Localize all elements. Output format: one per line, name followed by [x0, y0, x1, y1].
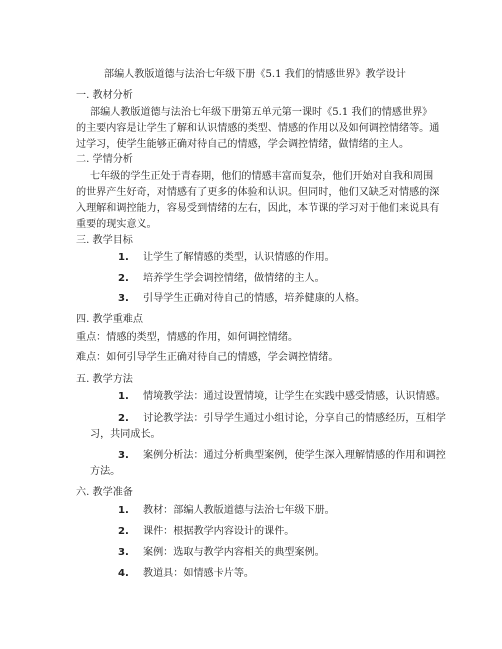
list-item: 引导学生正确对待自己的情感，培养健康的人格。	[143, 293, 366, 304]
document-title: 部编人教版道德与法治七年级下册《5.1 我们的情感世界》教学设计	[104, 69, 406, 80]
list-item-continuation: 方法。	[90, 466, 121, 477]
paragraph-line: 重点：情感的类型，情感的作用，如何调控情绪。	[76, 332, 299, 343]
paragraph-line: 部编人教版道德与法治七年级下册第五单元第一课时《5.1 我们的情感世界》	[90, 107, 433, 118]
list-item: 讨论教学法：引导学生通过小组讨论，分享自己的情感经历，互相学	[143, 413, 446, 424]
list-number: 1.	[118, 252, 129, 263]
section-heading-materials: 一. 教材分析	[76, 90, 133, 101]
list-number: 1.	[118, 391, 129, 402]
section-heading-methods: 五. 教学方法	[76, 374, 133, 385]
section-heading-preparation: 六. 教学准备	[76, 487, 133, 498]
paragraph-line: 过学习，使学生能够正确对待自己的情感，学会调控情绪，做情绪的主人。	[76, 139, 410, 150]
list-item: 情境教学法：通过设置情境，让学生在实践中感受情感，认识情感。	[143, 391, 446, 402]
list-number: 2.	[118, 273, 129, 284]
paragraph-line: 重要的现实意义。	[76, 219, 157, 230]
list-item-continuation: 习，共同成长。	[90, 429, 161, 440]
list-number: 3.	[118, 450, 129, 461]
list-item: 案例分析法：通过分析典型案例，使学生深入理解情感的作用和调控	[143, 450, 446, 461]
section-heading-objectives: 三. 教学目标	[76, 235, 133, 246]
paragraph-line: 入理解和调控能力，容易受到情绪的左右，因此，本节课的学习对于他们来说具有	[76, 203, 440, 214]
section-heading-students: 二. 学情分析	[76, 154, 133, 165]
list-number: 1.	[118, 505, 129, 516]
list-number: 4.	[118, 568, 129, 579]
list-number: 2.	[118, 413, 129, 424]
list-number: 3.	[118, 293, 129, 304]
list-item: 案例：选取与教学内容相关的典型案例。	[143, 547, 325, 558]
paragraph-line: 难点：如何引导学生正确对待自己的情感，学会调控情绪。	[76, 352, 339, 363]
paragraph-line: 七年级的学生正处于青春期，他们的情感丰富而复杂，他们开始对自我和周围	[90, 171, 434, 182]
list-number: 3.	[118, 547, 129, 558]
list-item: 教道具：如情感卡片等。	[143, 568, 255, 579]
list-item: 让学生了解情感的类型，认识情感的作用。	[143, 252, 335, 263]
list-item: 培养学生学会调控情绪，做情绪的主人。	[143, 273, 325, 284]
paragraph-line: 的主要内容是让学生了解和认识情感的类型、情感的作用以及如何调控情绪等。通	[76, 123, 440, 134]
paragraph-line: 的世界产生好奇，对情感有了更多的体验和认识。但同时，他们又缺乏对情感的深	[76, 187, 440, 198]
list-item: 教材：部编人教版道德与法治七年级下册。	[143, 505, 335, 516]
list-item: 课件：根据教学内容设计的课件。	[143, 526, 295, 537]
list-number: 2.	[118, 526, 129, 537]
section-heading-key-points: 四. 教学重难点	[76, 314, 143, 325]
